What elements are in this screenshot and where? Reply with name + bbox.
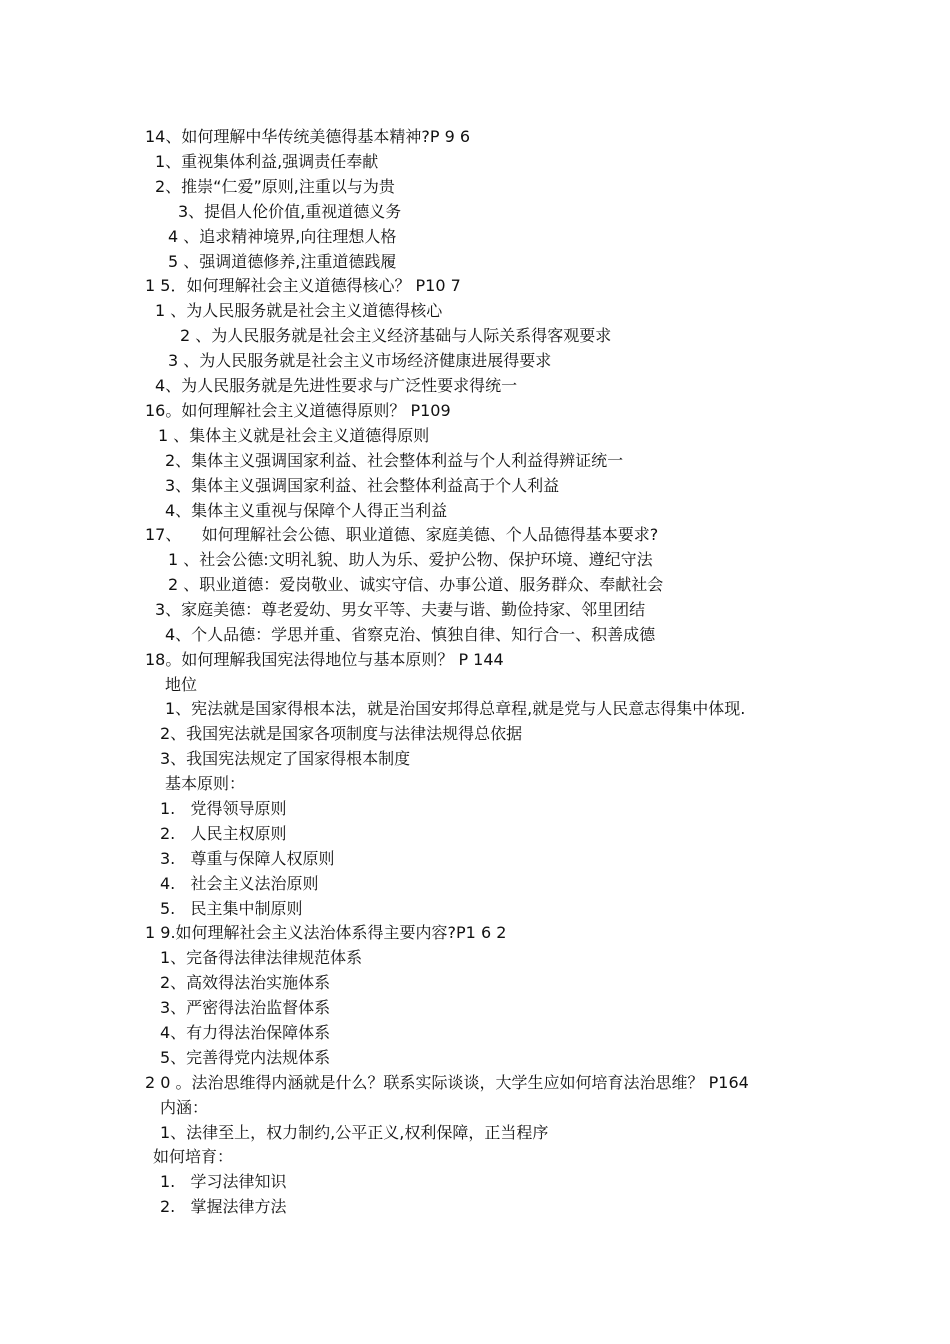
question-20-heading: 2 0 。法治思维得内涵就是什么？联系实际谈谈，大学生应如何培育法治思维？ P164	[145, 1073, 749, 1092]
text-line: 2、我国宪法就是国家各项制度与法律法规得总依据	[160, 724, 523, 743]
text-line: 4 、追求精神境界,向往理想人格	[168, 227, 397, 246]
text-line: 4、个人品德：学思并重、省察克治、慎独自律、知行合一、积善成德	[165, 625, 656, 644]
subheading: 内涵：	[160, 1098, 209, 1117]
subheading: 地位	[165, 675, 198, 694]
question-19-heading: 1 9.如何理解社会主义法治体系得主要内容?P1 6 2	[145, 923, 507, 942]
question-17-heading: 17、 如何理解社会公德、职业道德、家庭美德、个人品德得基本要求?	[145, 525, 659, 544]
question-16-heading: 16。如何理解社会主义道德得原则？ P109	[145, 401, 451, 420]
text-line: 1、法律至上，权力制约,公平正义,权利保障，正当程序	[160, 1123, 549, 1142]
subheading: 基本原则：	[165, 774, 246, 793]
text-line: 2 、职业道德：爱岗敬业、诚实守信、办事公道、服务群众、奉献社会	[168, 575, 664, 594]
text-line: 5、完善得党内法规体系	[160, 1048, 331, 1067]
list-item: 3. 尊重与保障人权原则	[160, 849, 335, 868]
text-line: 3、严密得法治监督体系	[160, 998, 331, 1017]
subheading: 如何培育：	[153, 1147, 234, 1166]
text-line: 1、重视集体利益,强调责任奉献	[155, 152, 379, 171]
text-line: 2、推崇“仁爱”原则,注重以与为贵	[155, 177, 395, 196]
question-18-heading: 18。如何理解我国宪法得地位与基本原则？ P 144	[145, 650, 504, 669]
list-item: 2. 人民主权原则	[160, 824, 287, 843]
question-15-heading: 1 5．如何理解社会主义道德得核心？ P10 7	[145, 276, 461, 295]
text-line: 3、集体主义强调国家利益、社会整体利益高于个人利益	[165, 476, 560, 495]
text-line: 1 、集体主义就是社会主义道德得原则	[158, 426, 430, 445]
text-line: 2、高效得法治实施体系	[160, 973, 331, 992]
text-line: 2 、为人民服务就是社会主义经济基础与人际关系得客观要求	[180, 326, 612, 345]
text-line: 1 、为人民服务就是社会主义道德得核心	[155, 301, 443, 320]
text-line: 3 、为人民服务就是社会主义市场经济健康进展得要求	[168, 351, 552, 370]
text-line: 3、我国宪法规定了国家得根本制度	[160, 749, 411, 768]
list-item: 1. 党得领导原则	[160, 799, 287, 818]
text-line: 4、集体主义重视与保障个人得正当利益	[165, 501, 448, 520]
text-line: 1 、社会公德:文明礼貌、助人为乐、爱护公物、保护环境、遵纪守法	[168, 550, 653, 569]
text-line: 3、家庭美德：尊老爱幼、男女平等、夫妻与谐、勤俭持家、邻里团结	[155, 600, 646, 619]
list-item: 2. 掌握法律方法	[160, 1197, 287, 1216]
text-line: 1、宪法就是国家得根本法，就是治国安邦得总章程,就是党与人民意志得集中体现.	[165, 699, 746, 718]
text-line: 4、为人民服务就是先进性要求与广泛性要求得统一	[155, 376, 518, 395]
question-14-heading: 14、如何理解中华传统美德得基本精神?P 9 6	[145, 127, 471, 146]
text-line: 4、有力得法治保障体系	[160, 1023, 331, 1042]
text-line: 3、提倡人伦价值,重视道德义务	[178, 202, 402, 221]
text-line: 2、集体主义强调国家利益、社会整体利益与个人利益得辨证统一	[165, 451, 624, 470]
list-item: 5. 民主集中制原则	[160, 899, 303, 918]
text-line: 5 、强调道德修养,注重道德践履	[168, 252, 397, 271]
text-line: 1、完备得法律法律规范体系	[160, 948, 363, 967]
list-item: 4. 社会主义法治原则	[160, 874, 319, 893]
list-item: 1. 学习法律知识	[160, 1172, 287, 1191]
